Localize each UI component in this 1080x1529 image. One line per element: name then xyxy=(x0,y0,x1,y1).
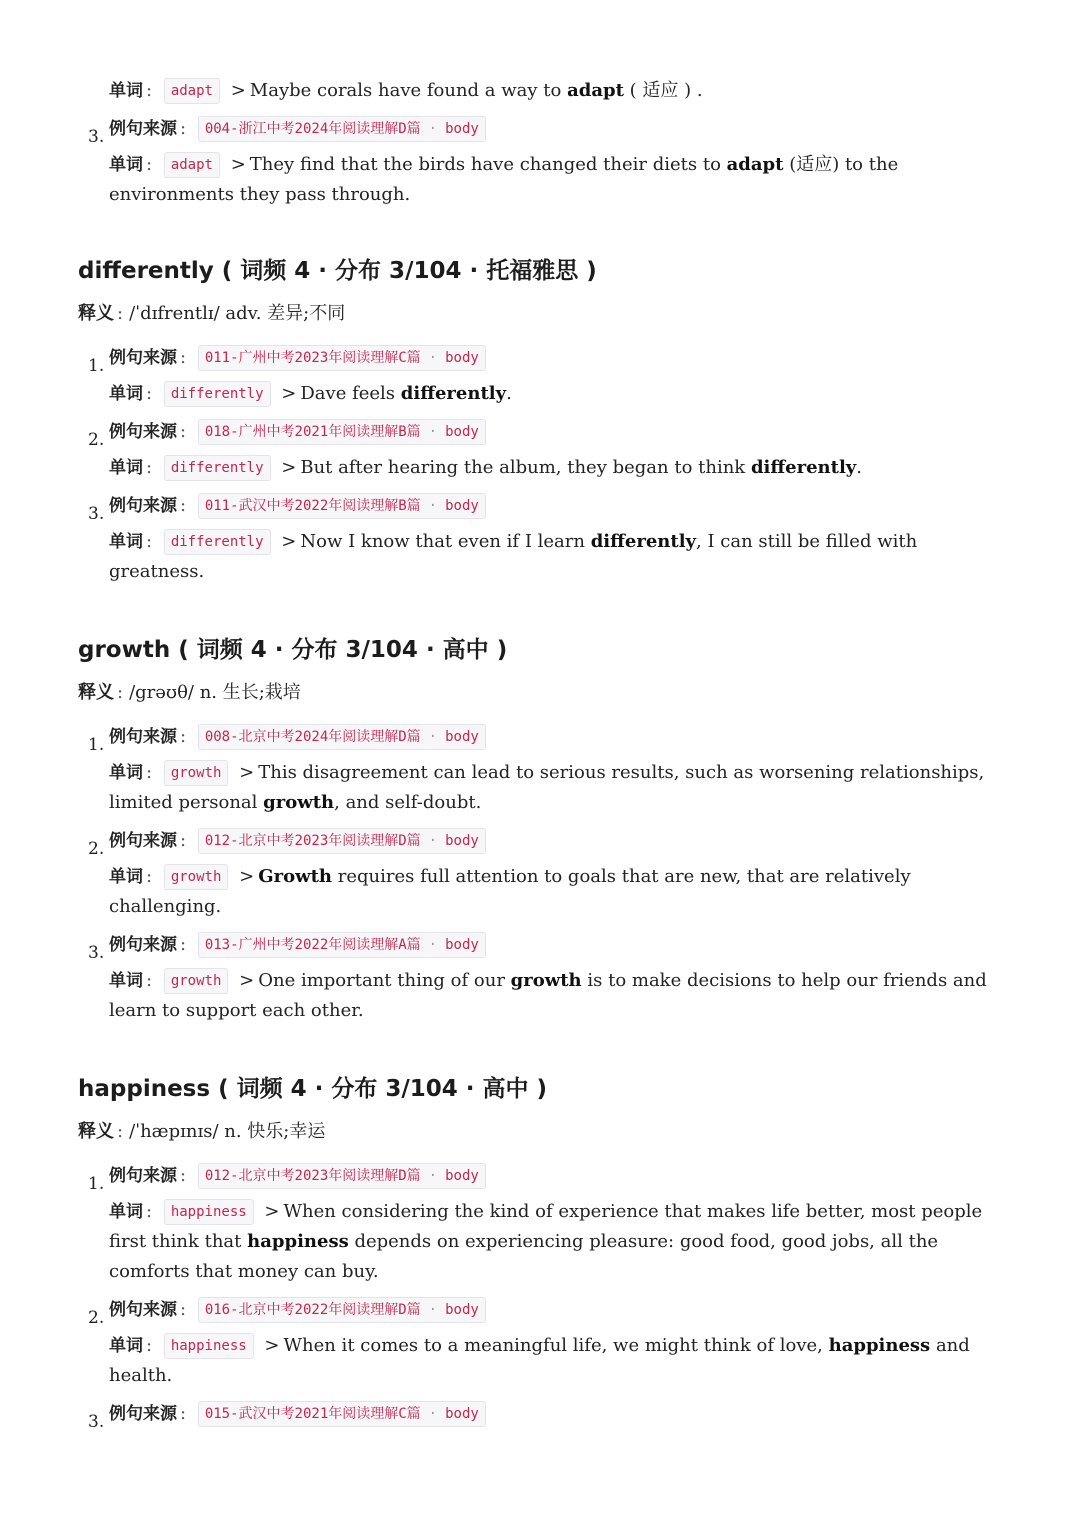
entry-growth xyxy=(78,632,1018,1028)
list-item xyxy=(78,1161,1018,1287)
word-label: 单词 xyxy=(109,384,143,404)
word-label: 单词 xyxy=(109,81,143,101)
adapt-continuation xyxy=(78,70,1018,212)
word-line: 单词 : differently > Now I know that even if I learn differently, I can still be filled with greatness. xyxy=(109,531,918,582)
source-label: 例句来源 xyxy=(109,935,177,955)
word-label: 单词 xyxy=(109,1202,143,1222)
word-tag: differently xyxy=(164,529,271,555)
list-item xyxy=(78,343,1018,409)
definition-text: /grəʊθ/ n. 生长;栽培 xyxy=(129,682,301,703)
source-tag: 012-北京中考2023年阅读理解D篇 · body xyxy=(198,1163,486,1189)
source-line: 例句来源 : 012-北京中考2023年阅读理解D篇 · body xyxy=(109,826,1018,856)
source-line: 例句来源 : 016-北京中考2022年阅读理解D篇 · body xyxy=(109,1295,1018,1325)
entry-happiness xyxy=(78,1071,1018,1431)
example-sentence: > One important thing of our growth is to make decisions to help our friends and learn to support each other. xyxy=(109,970,987,1021)
keyword: happiness xyxy=(828,1335,931,1356)
word-line: 单词 : growth > Growth requires full attention to goals that are new, that are relatively challenging. xyxy=(109,866,911,917)
word-label: 单词 xyxy=(109,532,143,552)
definition-line: 释义 : /ˈhæpɪnɪs/ n. 快乐;幸运 xyxy=(78,1121,326,1142)
entry-heading: happiness ( 词频 4 · 分布 3/104 · 高中 ) xyxy=(78,1076,548,1102)
word-tag: adapt xyxy=(164,78,220,104)
word-label: 单词 xyxy=(109,155,143,175)
list-item xyxy=(78,1399,1018,1432)
list-item xyxy=(78,114,1018,210)
source-line: 例句来源 : 018-广州中考2021年阅读理解B篇 · body xyxy=(109,417,1018,447)
word-label: 单词 xyxy=(109,1336,143,1356)
example-list xyxy=(78,722,1018,1026)
word-tag: differently xyxy=(164,381,271,407)
keyword: adapt xyxy=(726,154,784,175)
definition-label: 释义 xyxy=(78,682,114,703)
source-tag: 016-北京中考2022年阅读理解D篇 · body xyxy=(198,1297,486,1323)
keyword: Growth xyxy=(258,866,332,887)
item-number: 3. xyxy=(88,127,105,147)
source-label: 例句来源 xyxy=(109,348,177,368)
keyword: differently xyxy=(590,531,697,552)
source-tag: 004-浙江中考2024年阅读理解D篇 · body xyxy=(198,116,486,142)
example-list xyxy=(78,343,1018,587)
word-label: 单词 xyxy=(109,971,143,991)
word-tag: growth xyxy=(164,760,229,786)
word-tag: growth xyxy=(164,864,229,890)
word-tag: happiness xyxy=(164,1199,254,1225)
list-item xyxy=(78,417,1018,483)
source-tag: 011-广州中考2023年阅读理解C篇 · body xyxy=(198,345,486,371)
source-line: 例句来源 : 008-北京中考2024年阅读理解D篇 · body xyxy=(109,722,1018,752)
word-label: 单词 xyxy=(109,763,143,783)
example-sentence: > But after hearing the album, they began to think differently. xyxy=(281,457,862,478)
source-label: 例句来源 xyxy=(109,727,177,747)
source-label: 例句来源 xyxy=(109,1166,177,1186)
source-line: 例句来源 : 011-广州中考2023年阅读理解C篇 · body xyxy=(109,343,1018,373)
list-item xyxy=(78,491,1018,587)
item-number: 3. xyxy=(88,1412,105,1432)
example-sentence: > Growth requires full attention to goals that are new, that are relatively challenging. xyxy=(109,866,911,917)
entry-differently xyxy=(78,253,1018,589)
word-line: 单词 : adapt > They find that the birds have changed their diets to adapt (适应) to the environments they pass through. xyxy=(109,154,899,205)
source-tag: 011-武汉中考2022年阅读理解B篇 · body xyxy=(198,493,486,519)
word-tag: differently xyxy=(164,455,271,481)
item-number: 3. xyxy=(88,504,105,524)
source-tag: 012-北京中考2023年阅读理解D篇 · body xyxy=(198,828,486,854)
example-sentence: > When it comes to a meaningful life, we might think of love, happiness and health. xyxy=(109,1335,970,1386)
source-line: 例句来源 : 015-武汉中考2021年阅读理解C篇 · body xyxy=(109,1399,1018,1429)
item-number: 2. xyxy=(88,839,105,859)
keyword: growth xyxy=(510,970,582,991)
word-line: 单词 : growth > One important thing of our growth is to make decisions to help our friends and learn to support each other. xyxy=(109,970,987,1021)
example-sentence: > They find that the birds have changed their diets to adapt (适应) to the environments they pass through. xyxy=(109,154,899,205)
list-item xyxy=(78,1295,1018,1391)
list-item xyxy=(78,826,1018,922)
word-label: 单词 xyxy=(109,458,143,478)
word-line: 单词 : differently > But after hearing the album, they began to think differently. xyxy=(109,453,1018,483)
source-label: 例句来源 xyxy=(109,1404,177,1424)
example-list xyxy=(78,114,1018,210)
source-tag: 015-武汉中考2021年阅读理解C篇 · body xyxy=(198,1401,486,1427)
definition-text: /ˈhæpɪnɪs/ n. 快乐;幸运 xyxy=(129,1121,326,1142)
item-number: 2. xyxy=(88,1308,105,1328)
entry-heading: growth ( 词频 4 · 分布 3/104 · 高中 ) xyxy=(78,637,508,663)
keyword: happiness xyxy=(247,1231,349,1252)
example-list xyxy=(78,1161,1018,1432)
keyword: growth xyxy=(263,792,335,813)
word-tag: happiness xyxy=(164,1333,254,1359)
source-label: 例句来源 xyxy=(109,831,177,851)
definition-label: 释义 xyxy=(78,303,114,324)
source-line: 例句来源 : 013-广州中考2022年阅读理解A篇 · body xyxy=(109,930,1018,960)
item-number: 1. xyxy=(88,1174,105,1194)
example-sentence: > Dave feels differently. xyxy=(281,383,512,404)
source-label: 例句来源 xyxy=(109,496,177,516)
example-sentence: > When considering the kind of experience that makes life better, most people first think that happiness depends on experiencing pleasure: good food, good jobs, all the comforts that money can buy. xyxy=(109,1201,983,1282)
word-tag: growth xyxy=(164,968,229,994)
list-item xyxy=(78,930,1018,1026)
source-label: 例句来源 xyxy=(109,422,177,442)
source-tag: 008-北京中考2024年阅读理解D篇 · body xyxy=(198,724,486,750)
source-tag: 013-广州中考2022年阅读理解A篇 · body xyxy=(198,932,486,958)
word-line: 单词 : differently > Dave feels differently. xyxy=(109,379,1018,409)
source-label: 例句来源 xyxy=(109,1300,177,1320)
word-label: 单词 xyxy=(109,867,143,887)
source-line: 例句来源 : 012-北京中考2023年阅读理解D篇 · body xyxy=(109,1161,1018,1191)
word-line: 单词 : happiness > When it comes to a meaningful life, we might think of love, happiness and health. xyxy=(109,1335,970,1386)
entry-heading: differently ( 词频 4 · 分布 3/104 · 托福雅思 ) xyxy=(78,258,597,284)
word-tag: adapt xyxy=(164,152,220,178)
list-item xyxy=(78,722,1018,818)
keyword: differently xyxy=(750,457,857,478)
keyword: adapt xyxy=(567,80,624,101)
source-line: 例句来源 : 011-武汉中考2022年阅读理解B篇 · body xyxy=(109,491,1018,521)
word-line: 单词 : happiness > When considering the kind of experience that makes life better, most people first think that happiness depends on experiencing pleasure: good food, good jobs, all the comforts that money can buy. xyxy=(109,1201,983,1282)
definition-line: 释义 : /ˈdɪfrentlɪ/ adv. 差异;不同 xyxy=(78,303,346,324)
item-number: 3. xyxy=(88,943,105,963)
example-sentence: > Maybe corals have found a way to adapt ( 适应 ) . xyxy=(230,80,703,101)
example-sentence: > Now I know that even if I learn differently, I can still be filled with greatness. xyxy=(109,531,918,582)
keyword: differently xyxy=(400,383,507,404)
source-label: 例句来源 xyxy=(109,119,177,139)
item-number: 2. xyxy=(88,430,105,450)
item-number: 1. xyxy=(88,356,105,376)
source-line: 例句来源 : 004-浙江中考2024年阅读理解D篇 · body xyxy=(109,114,1018,144)
word-line: 单词 : growth > This disagreement can lead to serious results, such as worsening relationships, limited personal growth, and self-doubt. xyxy=(109,762,985,813)
definition-line: 释义 : /grəʊθ/ n. 生长;栽培 xyxy=(78,682,301,703)
example-sentence: > This disagreement can lead to serious results, such as worsening relationships, limited personal growth, and self-doubt. xyxy=(109,762,985,813)
definition-text: /ˈdɪfrentlɪ/ adv. 差异;不同 xyxy=(129,303,346,324)
item-number: 1. xyxy=(88,735,105,755)
source-tag: 018-广州中考2021年阅读理解B篇 · body xyxy=(198,419,486,445)
word-line: 单词 : adapt > Maybe corals have found a way to adapt ( 适应 ) . xyxy=(78,76,1018,106)
definition-label: 释义 xyxy=(78,1121,114,1142)
